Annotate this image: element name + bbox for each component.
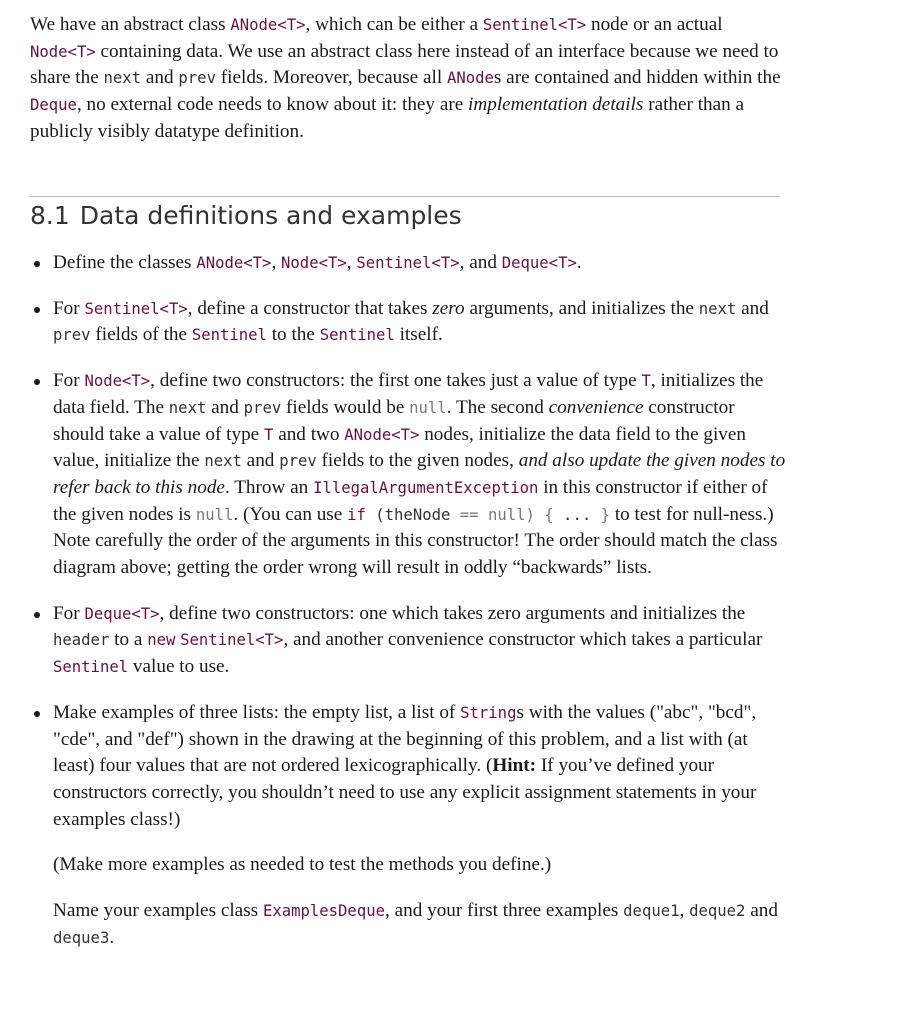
text: , define two constructors: the first one takes just a value of type — [150, 370, 642, 392]
text: , and another convenience constructor which takes a particular — [283, 629, 763, 651]
code: Sentinel<T> — [84, 299, 188, 318]
item-paragraph — [53, 852, 790, 879]
code: String — [460, 703, 517, 722]
code: prev — [243, 398, 282, 417]
text: constructor should take a value of type — [53, 396, 735, 445]
code: Node<T> — [84, 372, 151, 391]
text: fields. Moreover, because all — [215, 67, 447, 89]
text: s are contained and hidden within the — [493, 67, 781, 89]
list-item — [30, 601, 790, 681]
text: arguments, and initializes the — [464, 297, 699, 319]
code-deque: Deque — [30, 96, 77, 115]
item-paragraph — [53, 296, 790, 349]
text: For — [53, 602, 85, 624]
emphasis: convenience — [548, 396, 644, 418]
emphasis: zero — [432, 297, 465, 319]
text: fields to the given nodes, — [316, 450, 519, 472]
text: containing data. We use an abstract class here instead of an interface because we need to share the — [30, 40, 779, 89]
code: Sentinel — [53, 658, 129, 677]
text: , no external code needs to know about it: they are — [76, 94, 469, 116]
item-paragraph — [53, 601, 790, 681]
text: For — [53, 370, 85, 392]
code-keyword: if — [347, 505, 366, 524]
code: deque2 — [689, 902, 746, 921]
code-keyword: new — [147, 631, 176, 650]
code: Deque<T> — [84, 604, 160, 623]
item-paragraph — [53, 898, 790, 951]
code: prev — [53, 326, 91, 345]
text: and — [736, 297, 769, 319]
text: , which can be either a — [305, 14, 483, 35]
list-item — [30, 368, 790, 582]
text: . The second — [446, 396, 549, 418]
text: Make examples of three lists: the empty list, a list of — [53, 701, 461, 723]
code: deque1 — [623, 902, 680, 921]
code-anode: ANode<T> — [230, 16, 306, 34]
text: . (You can use — [233, 503, 348, 525]
text: and — [745, 900, 778, 922]
text: s with the values ("abc", "bcd", "cde", and "def") shown in the drawing at the beginning of this problem, and a list with (at least) four values that are not ordered lexicographically. ( — [53, 701, 757, 777]
code-node: Node<T> — [30, 42, 96, 61]
emphasis: implementation details — [468, 94, 644, 116]
code: ) { — [525, 505, 554, 524]
text: , — [346, 252, 357, 273]
code-anode: ANode — [446, 69, 494, 88]
code: header — [53, 631, 110, 650]
text: , and your first three examples — [385, 900, 624, 922]
text: , — [271, 252, 282, 273]
text: For — [53, 297, 85, 319]
text: to the — [266, 324, 320, 346]
code: Sentinel<T> — [356, 254, 460, 272]
code: Node<T> — [281, 254, 347, 272]
code: ExamplesDeque — [262, 902, 385, 921]
text: , define two constructors: one which takes zero arguments and initializes the — [159, 602, 746, 624]
text: . — [576, 252, 582, 273]
code: ( — [365, 505, 385, 524]
code: } — [600, 505, 611, 524]
code: ANode<T> — [344, 425, 420, 444]
code: deque3 — [53, 928, 110, 947]
emphasis: and also update the given nodes to refer back to this node — [53, 450, 786, 498]
code: theNode — [384, 505, 451, 524]
section-number: 8.1 — [30, 201, 70, 230]
list-item — [30, 296, 790, 349]
code: IllegalArgumentException — [313, 478, 539, 497]
text: itself. — [394, 324, 443, 346]
item-paragraph — [53, 368, 790, 582]
list-item — [30, 250, 790, 277]
text: (Make more examples as needed to test the methods you define.) — [53, 854, 552, 876]
item-paragraph — [53, 700, 790, 834]
code: T — [641, 372, 651, 391]
code: ANode<T> — [196, 254, 272, 272]
code: Deque<T> — [501, 254, 577, 272]
text: rather than a publicly visibly datatype definition. — [30, 94, 745, 142]
text: If you’ve defined your constructors correctly, you shouldn’t need to use any explicit assignment statements in your examples class!) — [53, 755, 757, 830]
text: , and — [459, 252, 502, 273]
text: fields of the — [90, 324, 192, 346]
requirements-list — [30, 250, 790, 970]
text: to a — [109, 629, 148, 651]
text: . Throw an — [224, 476, 314, 498]
text: and — [241, 450, 280, 472]
text: and — [206, 396, 244, 418]
text: Name your examples class — [53, 900, 263, 922]
section-title: Data definitions and examples — [79, 201, 462, 230]
code: next — [204, 452, 242, 471]
text: We have an abstract class — [30, 14, 231, 35]
text: in this constructor if either of the given nodes is — [53, 476, 768, 525]
text: Define the classes — [53, 252, 197, 273]
text: value to use. — [128, 656, 230, 678]
code: null — [409, 398, 447, 417]
intro-paragraph — [30, 12, 790, 146]
text: node or an actual — [586, 14, 723, 35]
hint-label: Hint: — [492, 755, 537, 777]
code: Sentinel — [191, 326, 267, 345]
text: to test for null-ness.) Note carefully the order of the arguments in this constructor! The order should match the class diagram above; getting the order wrong will result in oddly “backwards” lists. — [53, 503, 778, 579]
list-item — [30, 700, 790, 952]
code: == — [450, 505, 488, 524]
code-sentinel: Sentinel<T> — [482, 16, 587, 34]
text: . — [109, 926, 115, 948]
text: , — [679, 900, 690, 922]
text: nodes, initialize the data field to the given value, initialize the — [53, 423, 747, 472]
code: Sentinel — [319, 326, 395, 345]
code: ... — [553, 505, 601, 524]
item-paragraph — [53, 250, 790, 277]
code-next: next — [103, 69, 142, 88]
code-prev: prev — [178, 69, 216, 88]
code: prev — [279, 452, 317, 471]
code: next — [168, 398, 207, 417]
text: and — [141, 67, 179, 89]
text: , initializes the data field. The — [53, 370, 764, 418]
text: , define a constructor that takes — [187, 297, 433, 319]
section-heading — [30, 197, 462, 235]
text: fields would be — [281, 396, 410, 418]
code: next — [698, 299, 737, 318]
code: T — [264, 425, 274, 444]
code: Sentinel<T> — [180, 631, 284, 650]
code: null — [195, 505, 234, 524]
code: null — [487, 505, 526, 524]
text: and two — [273, 423, 345, 445]
